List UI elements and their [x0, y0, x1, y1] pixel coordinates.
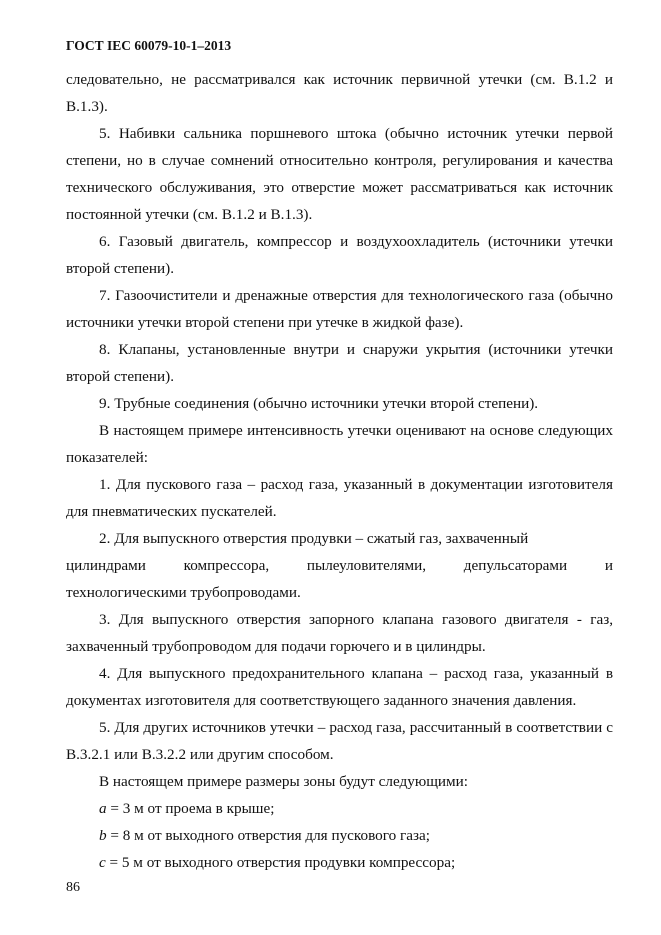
- word: цилиндрами: [66, 557, 146, 574]
- paragraph-continuation: следовательно, не рассматривался как источник первичной утечки (см. В.1.2 и В.1.3).: [66, 71, 613, 115]
- zone-text: = 5 м от выходного отверстия продувки компрессора;: [105, 854, 456, 871]
- body-text: [66, 66, 613, 876]
- zone-a-line: [66, 795, 613, 822]
- zone-text: = 3 м от проема в крыше;: [106, 800, 275, 817]
- zone-var: b: [99, 827, 107, 844]
- paragraph-release-5: 5. Для других источников утечки – расход газа, рассчитанный в соответствии с В.3.2.1 или В.3.2.2 или другим способом.: [66, 719, 613, 763]
- paragraph-release-2-line-1: 2. Для выпускного отверстия продувки – сжатый газ, захваченный: [99, 530, 529, 547]
- paragraph-release-intro: В настоящем примере интенсивность утечки оценивают на основе следующих показателей:: [66, 422, 613, 466]
- word: компрессора,: [183, 557, 270, 574]
- word: и: [604, 557, 613, 574]
- zone-b-line: [66, 822, 613, 849]
- paragraph-item-8: 8. Клапаны, установленные внутри и снаружи укрытия (источники утечки второй степени).: [66, 341, 613, 385]
- zone-var: c: [99, 854, 106, 871]
- paragraph-item-6: 6. Газовый двигатель, компрессор и воздухоохладитель (источники утечки второй степени).: [66, 233, 613, 277]
- paragraph-item-9: 9. Трубные соединения (обычно источники утечки второй степени).: [99, 395, 539, 412]
- zone-c-line: [66, 849, 613, 876]
- paragraph-release-2-line-2: [66, 552, 613, 579]
- paragraph-release-1: 1. Для пускового газа – расход газа, указанный в документации изготовителя для пневматических пускателей.: [66, 476, 613, 520]
- word: депульсаторами: [463, 557, 568, 574]
- paragraph-release-4: 4. Для выпускного предохранительного клапана – расход газа, указанный в документах изготовителя для соответствующего заданного значения давления.: [66, 665, 613, 709]
- word: пылеуловителями,: [306, 557, 427, 574]
- paragraph-item-7: 7. Газоочистители и дренажные отверстия для технологического газа (обычно источники утечки второй степени при утечке в жидкой фазе).: [66, 287, 613, 331]
- paragraph-zone-intro: В настоящем примере размеры зоны будут следующими:: [99, 773, 468, 790]
- zone-text: = 8 м от выходного отверстия для пускового газа;: [106, 827, 430, 844]
- zone-var: a: [99, 800, 107, 817]
- paragraph-release-3: 3. Для выпускного отверстия запорного клапана газового двигателя - газ, захваченный трубопроводом для подачи горючего и в цилиндры.: [66, 611, 613, 655]
- page-number: 86: [66, 880, 80, 895]
- standard-header: ГОСТ IEC 60079-10-1–2013: [66, 38, 232, 53]
- paragraph-release-2-line-3: технологическими трубопроводами.: [66, 584, 301, 601]
- paragraph-release-2: [66, 525, 613, 606]
- paragraph-item-5: 5. Набивки сальника поршневого штока (обычно источник утечки первой степени, но в случае сомнений относительно контроля, регулирования и качества технического обслуживания, это отверстие может рассматриваться как источник постоянной утечки (см. В.1.2 и В.1.3).: [66, 125, 613, 223]
